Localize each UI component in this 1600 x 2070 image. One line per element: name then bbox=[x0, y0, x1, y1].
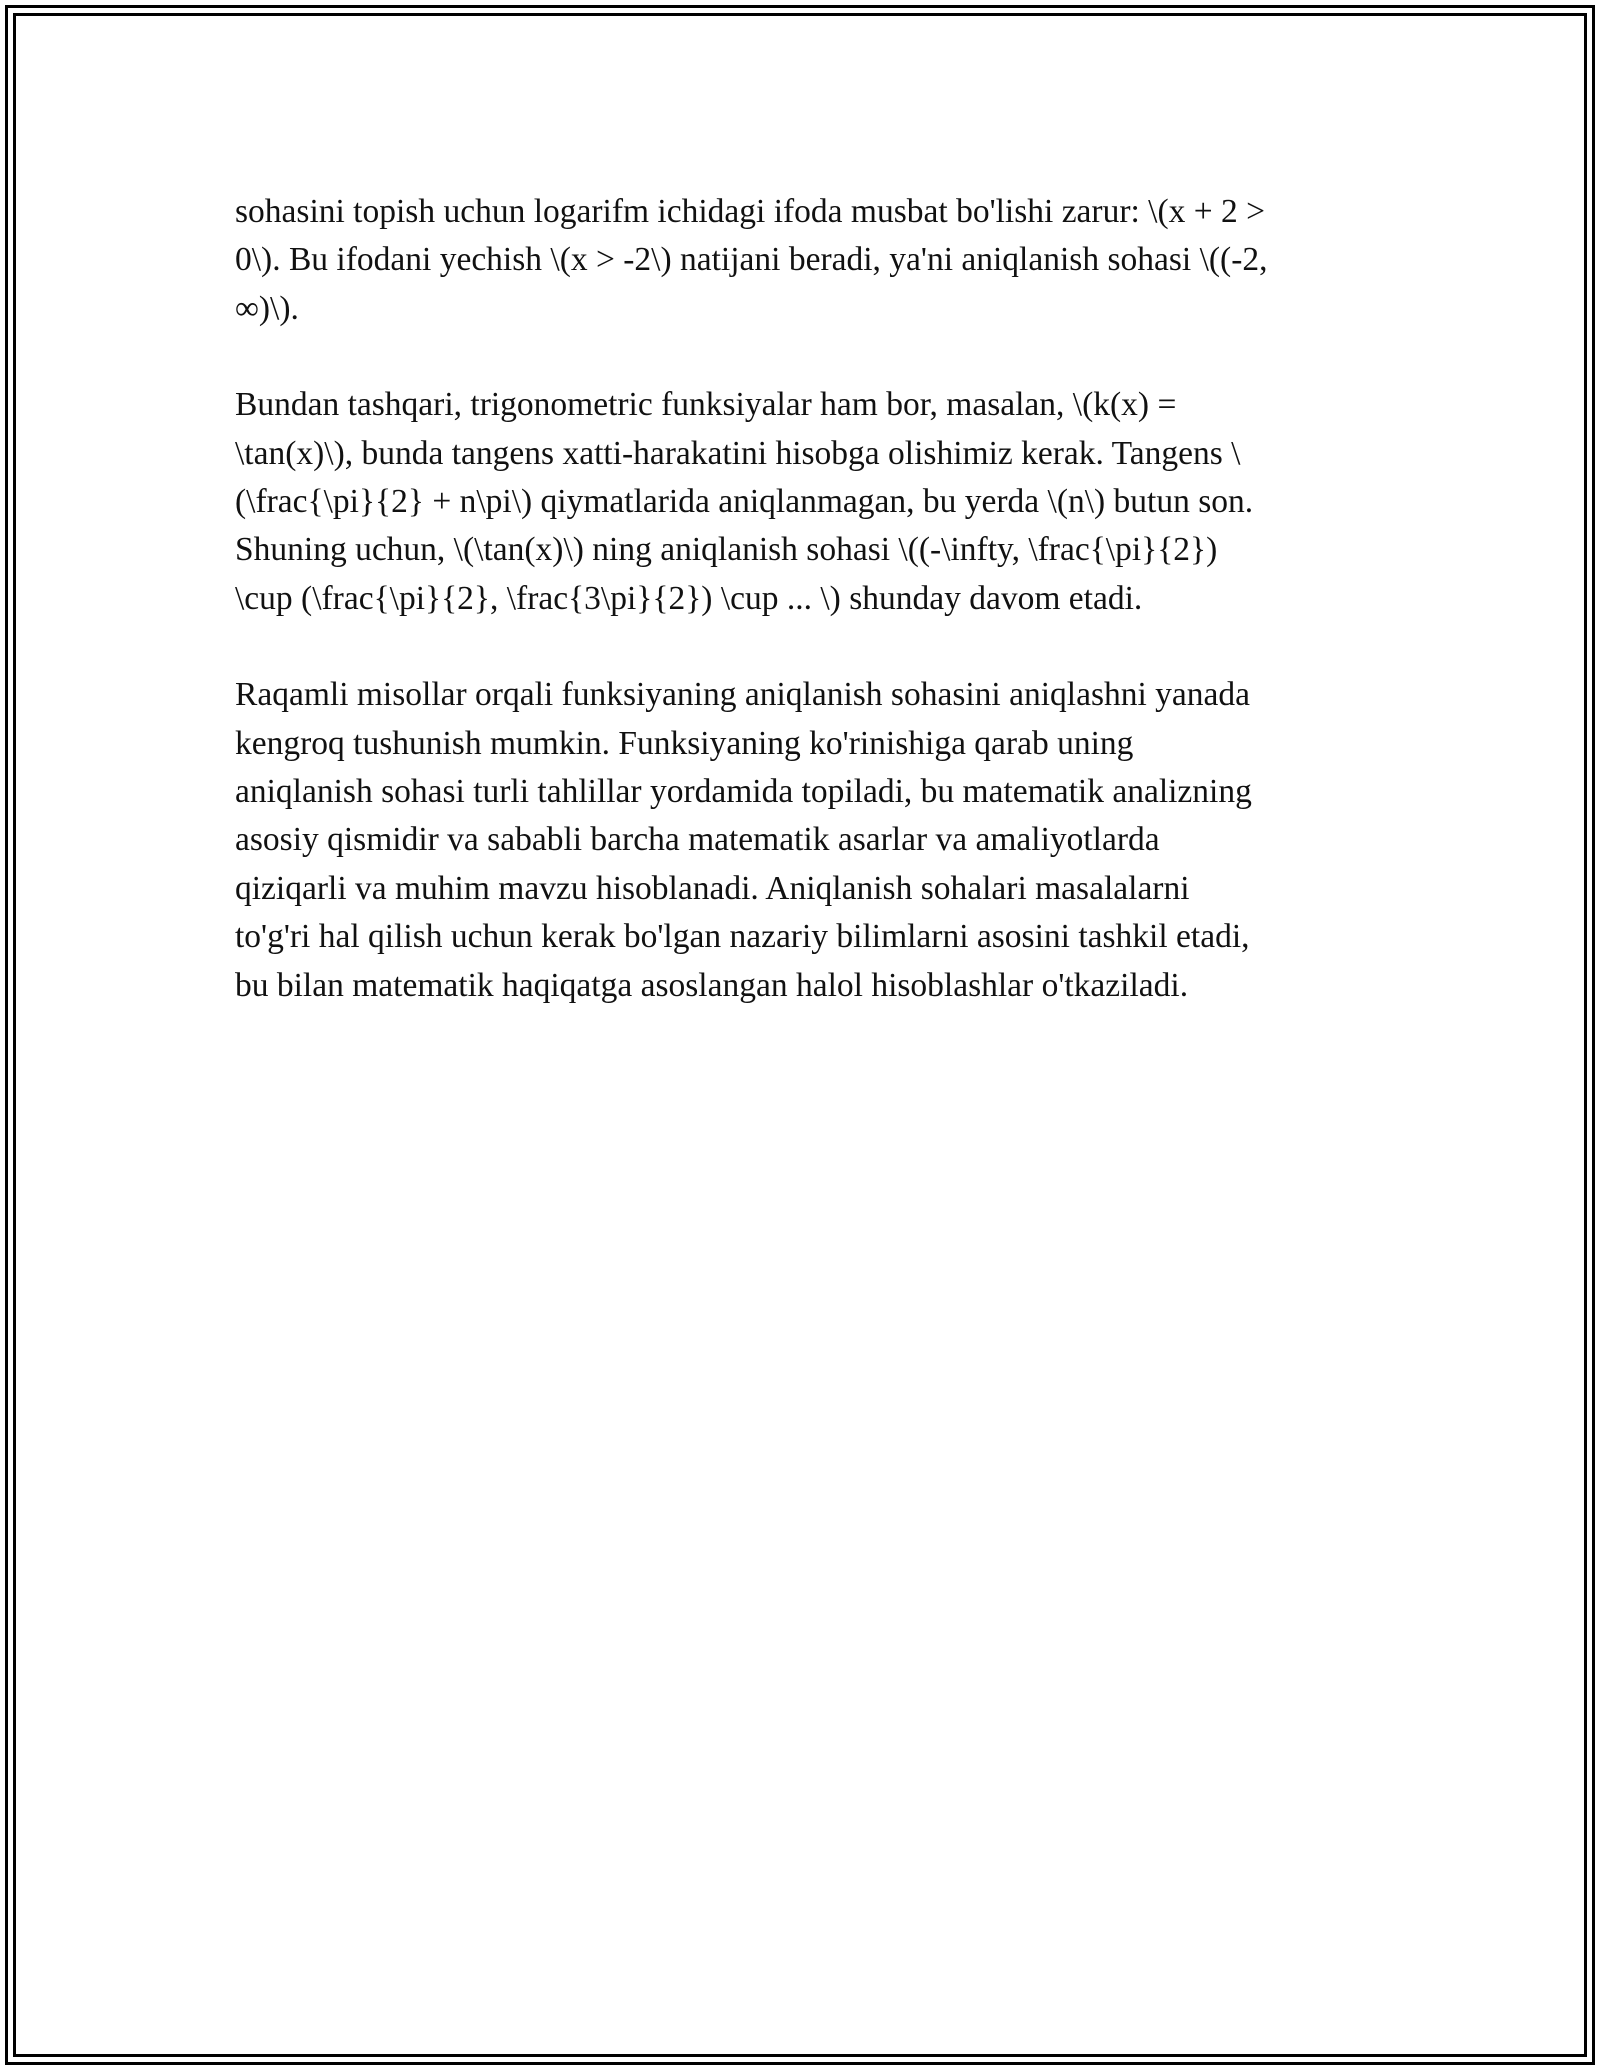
paragraph-trigonometric-tangent: Bundan tashqari, trigonometric funksiyalar ham bor, masalan, \(k(x) = \tan(x)\), bunda tangens xatti-harakatini hisobga olishimiz kerak. Tangens \ (\frac{\pi}{2} + n\pi\) qiymatlarida aniqlanmagan, bu yerda \(n\) butun son. Shuning uchun, \(\tan(x)\) ning aniqlanish sohasi \((-\infty, \frac{\pi}{2}) \cup (\frac{\pi}{2}, \frac{3\pi}{2}) \cup ... \) shunday davom etadi. bbox=[235, 386, 1254, 617]
paragraph-domain-logarithm: sohasini topish uchun logarifm ichidagi ifoda musbat bo'lishi zarur: \(x + 2 > 0\). Bu ifodani yechish \(x > -2\) natijani beradi, ya'ni aniqlanish sohasi \((-2, ∞)\). bbox=[235, 193, 1268, 327]
document-body bbox=[235, 188, 1365, 1058]
paragraph-numeric-examples: Raqamli misollar orqali funksiyaning aniqlanish sohasini aniqlashni yanada kengroq tushunish mumkin. Funksiyaning ko'rinishiga qarab uning aniqlanish sohasi turli tahlillar yordamida topiladi, bu matematik analizning asosiy qismidir va sababli barcha matematik asarlar va amaliyotlarda qiziqarli va muhim mavzu hisoblanadi. Aniqlanish sohalari masalalarni to'g'ri hal qilish uchun kerak bo'lgan nazariy bilimlarni asosini tashkil etadi, bu bilan matematik haqiqatga asoslangan halol hisoblashlar o'tkaziladi. bbox=[235, 676, 1252, 1004]
